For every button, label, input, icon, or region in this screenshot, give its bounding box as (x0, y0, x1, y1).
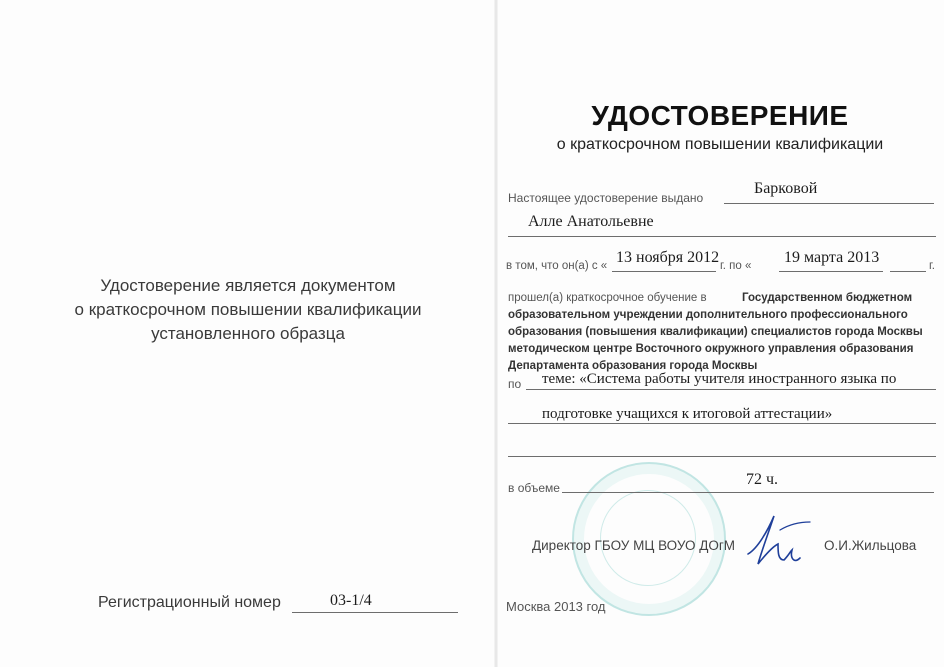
institution-line-2: образовательном учреждении дополнительного профессионального (508, 309, 908, 321)
registration-label: Регистрационный номер (98, 594, 281, 611)
surname: Барковой (754, 180, 818, 197)
issued-label: Настоящее удостоверение выдано (508, 191, 704, 205)
date-to-line (779, 271, 883, 272)
year-suffix: г. (929, 260, 935, 272)
registration-line (292, 612, 458, 613)
topic-line-2: подготовке учащихся к итоговой аттестации» (542, 406, 833, 422)
volume-line (562, 492, 934, 493)
notice-line-2: о краткосрочном повышении квалификации (74, 300, 422, 319)
right-page (496, 0, 944, 667)
period-middle: г. по « (720, 260, 752, 272)
surname-line (724, 203, 934, 204)
volume-label: в объеме (508, 481, 560, 495)
topic-label: по (508, 377, 522, 391)
volume-value: 72 ч. (746, 471, 779, 488)
director-label: Директор ГБОУ МЦ ВОУО ДОгМ (532, 538, 736, 553)
given-names-line (508, 236, 936, 237)
date-to: 19 марта 2013 (784, 249, 880, 266)
year-line (890, 271, 926, 272)
notice-line-1: Удостоверение является документом (100, 276, 396, 295)
institution-line-5: Департамента образования города Москвы (508, 360, 758, 372)
topic-line-1-rule (526, 389, 936, 390)
topic-line-2-rule (508, 423, 936, 424)
period-prefix: в том, что он(а) с « (506, 260, 608, 272)
registration-number: 03-1/4 (330, 592, 372, 609)
institution-line-1: Государственном бюджетном (742, 292, 913, 304)
date-from: 13 ноября 2012 (616, 249, 720, 266)
certificate-notice (48, 274, 448, 346)
city-year: Москва 2013 год (506, 599, 606, 614)
director-name: О.И.Жильцова (824, 538, 917, 553)
topic-line-3-rule (508, 456, 936, 457)
given-names: Алле Анатольевне (528, 213, 654, 230)
notice-line-3: установленного образца (151, 324, 345, 343)
institution-line-4: методическом центре Восточного окружного управления образования (508, 343, 914, 355)
certificate-subtitle: о краткосрочном повышении квалификации (556, 136, 884, 153)
date-from-line (612, 271, 716, 272)
institution-line-3: образования (повышения квалификации) специалистов города Москвы (508, 326, 923, 338)
training-label: прошел(а) краткосрочное обучение в (508, 292, 707, 304)
topic-line-1: теме: «Система работы учителя иностранного языка по (542, 371, 897, 387)
certificate-title: УДОСТОВЕРЕНИЕ (591, 100, 849, 131)
signature (744, 510, 814, 570)
